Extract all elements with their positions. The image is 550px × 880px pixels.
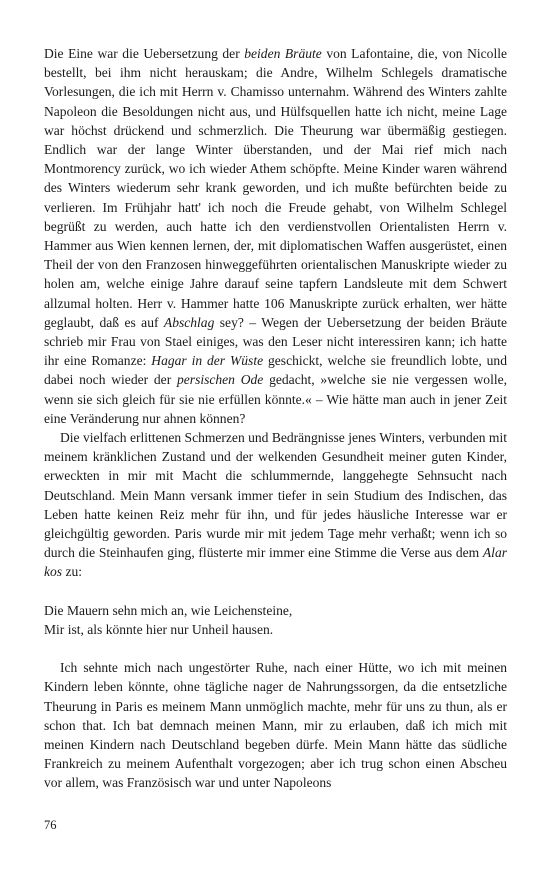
- spacer: [44, 582, 507, 601]
- text-run: von Lafontaine, die, von Nicolle bestellt, bei ihm nicht herauskam; die Andre, Wilhelm Schlegels dramatische Vorlesungen, die ich mit Herrn v. Chamisso unternahm. Während des Winters zahlte Napoleon die Besoldungen nicht aus, und Hülfsquellen hatte ich nicht, meine Lage war höchst drückend und schmerzlich. Die Theurung war übermäßig gestiegen. Endlich war der lange Winter überstanden, und der Mai rief mich nach Montmorency zurück, wo ich wieder Athem schöpfte. Meine Kinder waren während des Winters wiederum sehr krank geworden, und ich mußte befürchten beide zu verlieren. Im Frühjahr hatt' ich noch die Freude gehabt, von Wilhelm Schlegel begrüßt zu werden, auch hatte ich den verdienstvollen Orientalisten Herrn v. Hammer aus Wien kennen lernen, der, mit diplomatischen Waffen ausgerüstet, einen Theil der von den Franzosen hinweggeführten orientalischen Manuskripte wieder zu holen am, welche einige Jahre darauf seine tapfern Landsleute mit dem Schwert allzumal holten. Herr v. Hammer hatte 106 Manuskripte zurück erhalten, wer hätte geglaubt, daß es auf: [44, 46, 507, 330]
- italic-title: Alar kos: [44, 545, 507, 580]
- italic-title: beiden Bräute: [244, 46, 322, 61]
- text-run: geschickt, welche sie freundlich lobte, und dabei noch wieder der: [44, 353, 507, 388]
- spacer: [44, 639, 507, 658]
- italic-title: persischen Ode: [177, 372, 264, 388]
- paragraph-1: [44, 44, 507, 428]
- verse-quote: [44, 601, 507, 639]
- verse-line-2: Mir ist, als könnte hier nur Unheil hausen.: [44, 621, 274, 637]
- text-run: Ich sehnte mich nach ungestörter Ruhe, nach einer Hütte, wo ich mit meinen Kindern leben könnte, ohne tägliche nager de Nahrungssorgen, da die entsetzliche Theurung in Paris es meinem Mann unmöglich machte, mehr für uns zu thun, als er schon that. Ich bat demnach meinen Mann, mir zu erlauben, daß ich mich mit meinen Kindern nach Deutschland begeben dürfe. Mein Mann hätte das südliche Frankreich zu meinem Aufenthalt vorgezogen; aber ich trug schon einen Abscheu vor allem, was Französisch war und unter Napoleons: [44, 660, 507, 791]
- text-run: zu:: [62, 564, 82, 580]
- text-run: gedacht, »welche sie nie vergessen wolle, wenn sie sich gleich für sie nie erfüllen könnte.« – Wie hätte man auch in jener Zeit eine Veränderung nur ahnen können?: [44, 372, 507, 426]
- italic-title: Hagar in der Wüste: [151, 353, 264, 369]
- page-number: 76: [44, 818, 57, 832]
- text-run: Die Eine war die Uebersetzung der: [44, 46, 245, 61]
- italic-term: Abschlag: [163, 314, 215, 330]
- text-run: Die vielfach erlittenen Schmerzen und Bedrängnisse jenes Winters, verbunden mit meinem kränklichen Zustand und der welkenden Gesundheit meiner guten Kinder, erweckten in mir mit Macht die schlummernde, langgehegte Sehnsucht nach Deutschland. Mein Mann versank immer tiefer in sein Studium des Indischen, das Leben hatte keinen Reiz mehr für ihn, und für jedes häusliche Interesse war er gleichgültig geworden. Paris wurde mir mit jedem Tage mehr verhaßt; wenn ich so durch die Steinhaufen ging, flüsterte mir immer eine Stimme die Verse aus dem: [44, 430, 507, 561]
- verse-line-1: Die Mauern sehn mich an, wie Leichensteine,: [44, 602, 293, 618]
- paragraph-3: [44, 658, 507, 792]
- text-run: sey? – Wegen der Uebersetzung der beiden Bräute schrieb mir Frau von Stael einiges, was den Leser nicht interessiren kann; ich hatte ihr eine Romanze:: [44, 314, 507, 369]
- page-body: [44, 44, 507, 793]
- paragraph-2: [44, 428, 507, 582]
